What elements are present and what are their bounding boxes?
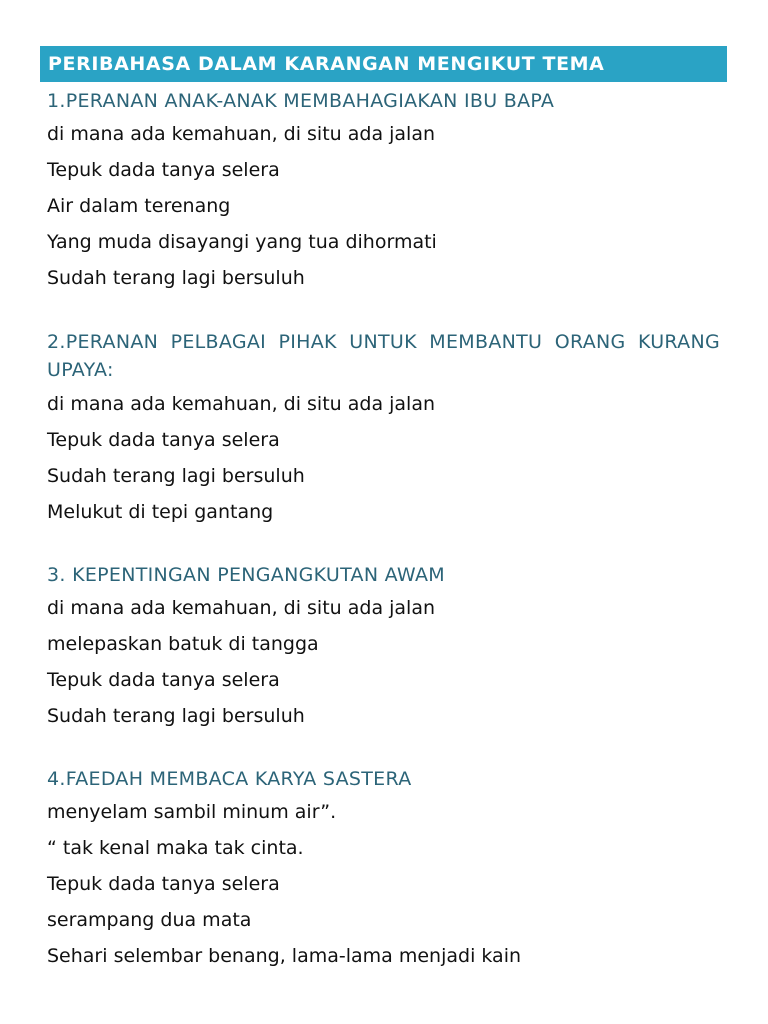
section-heading: 1.PERANAN ANAK-ANAK MEMBAHAGIAKAN IBU BAPA <box>47 90 555 112</box>
page-title-banner: PERIBAHASA DALAM KARANGAN MENGIKUT TEMA <box>40 46 727 82</box>
proverb-item: Sudah terang lagi bersuluh <box>47 705 305 727</box>
section-1 <box>40 88 727 296</box>
section-heading: 3. KEPENTINGAN PENGANGKUTAN AWAM <box>47 564 445 586</box>
proverb-item: Tepuk dada tanya selera <box>47 669 280 691</box>
proverb-item: Sudah terang lagi bersuluh <box>47 267 305 289</box>
section-heading: 4.FAEDAH MEMBACA KARYA SASTERA <box>47 768 412 790</box>
proverb-item: Tepuk dada tanya selera <box>47 159 280 181</box>
section-2 <box>40 328 727 530</box>
section-3 <box>40 562 727 734</box>
proverb-item: Air dalam terenang <box>47 195 231 217</box>
proverb-item: di mana ada kemahuan, di situ ada jalan <box>47 393 436 415</box>
proverb-item: melepaskan batuk di tangga <box>47 633 319 655</box>
proverb-item: Tepuk dada tanya selera <box>47 873 280 895</box>
proverb-item: Yang muda disayangi yang tua dihormati <box>47 231 437 253</box>
proverb-item: Sudah terang lagi bersuluh <box>47 465 305 487</box>
section-heading: 2.PERANAN PELBAGAI PIHAK UNTUK MEMBANTU ORANG KURANG UPAYA: <box>47 331 720 381</box>
proverb-item: Melukut di tepi gantang <box>47 501 274 523</box>
proverb-item: di mana ada kemahuan, di situ ada jalan <box>47 597 436 619</box>
proverb-item: serampang dua mata <box>47 909 252 931</box>
document-page <box>40 46 727 974</box>
section-4 <box>40 766 727 974</box>
proverb-item: “ tak kenal maka tak cinta. <box>47 837 304 859</box>
proverb-item: menyelam sambil minum air”. <box>47 801 337 823</box>
proverb-item: di mana ada kemahuan, di situ ada jalan <box>47 123 436 145</box>
proverb-item: Sehari selembar benang, lama-lama menjadi kain <box>47 945 522 967</box>
proverb-item: Tepuk dada tanya selera <box>47 429 280 451</box>
